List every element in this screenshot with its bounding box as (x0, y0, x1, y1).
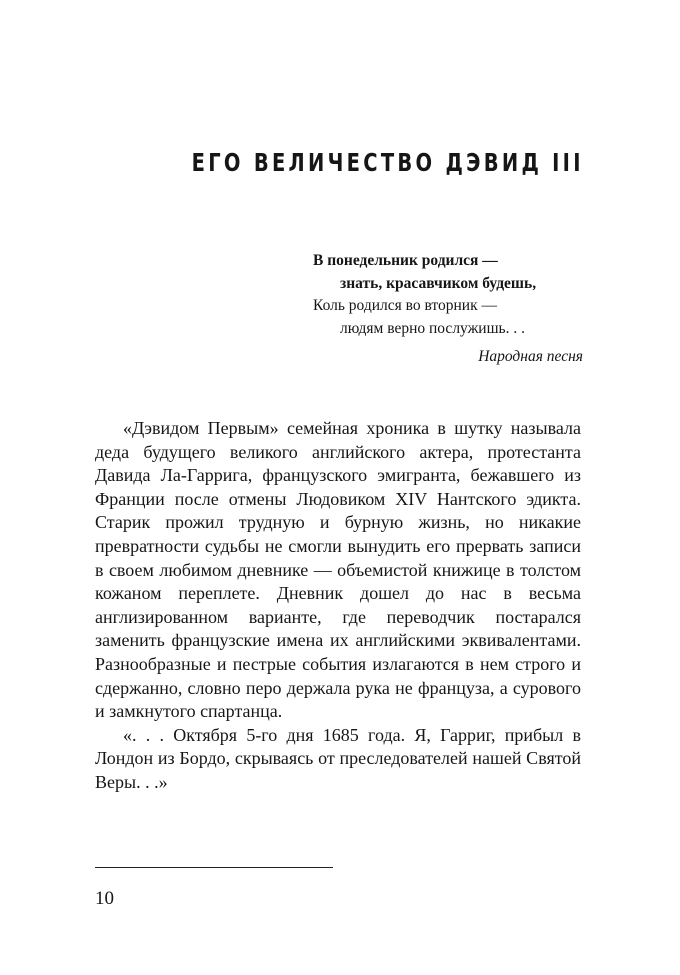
paragraph-1: «Дэвидом Первым» семейная хроника в шутку называла деда будущего великого английского актера, протестанта Давида Ла-Гаррига, французского эмигранта, бежавшего из Франции после отмены Людовиком XIV Нантского эдикта. Старик прожил трудную и бурную жизнь, но никакие превратности судьбы не смогли вынудить его прервать записи в своем любимом дневнике — объемистой книжице в толстом кожаном переплете. Дневник дошел до нас в весьма англизированном варианте, где переводчик постарался заменить французские имена их английскими эквивалентами. Разнообразные и пестрые события излагаются в нем строго и сдержанно, словно перо держала рука не француза, а сурового и замкнутого спартанца. (95, 418, 581, 722)
footnote-rule (95, 867, 333, 868)
epigraph-line-3: Коль родился во вторник — (313, 297, 497, 314)
paragraph-2: «. . . Октября 5-го дня 1685 года. Я, Гарриг, прибыл в Лондон из Бордо, скрываясь от преследователей нашей Святой Веры. . .» (95, 724, 581, 792)
chapter-title: ЕГО ВЕЛИЧЕСТВО ДЭВИД III (191, 148, 584, 177)
epigraph-source: Народная песня (478, 348, 583, 365)
body-text (95, 417, 581, 795)
epigraph-line-2: знать, красавчиком будешь, (340, 274, 537, 292)
epigraph-line-1: В понедельник родился — (313, 252, 498, 269)
epigraph (313, 250, 583, 369)
page-number: 10 (95, 888, 114, 909)
epigraph-line-4: людям верно послужишь. . . (340, 319, 525, 337)
